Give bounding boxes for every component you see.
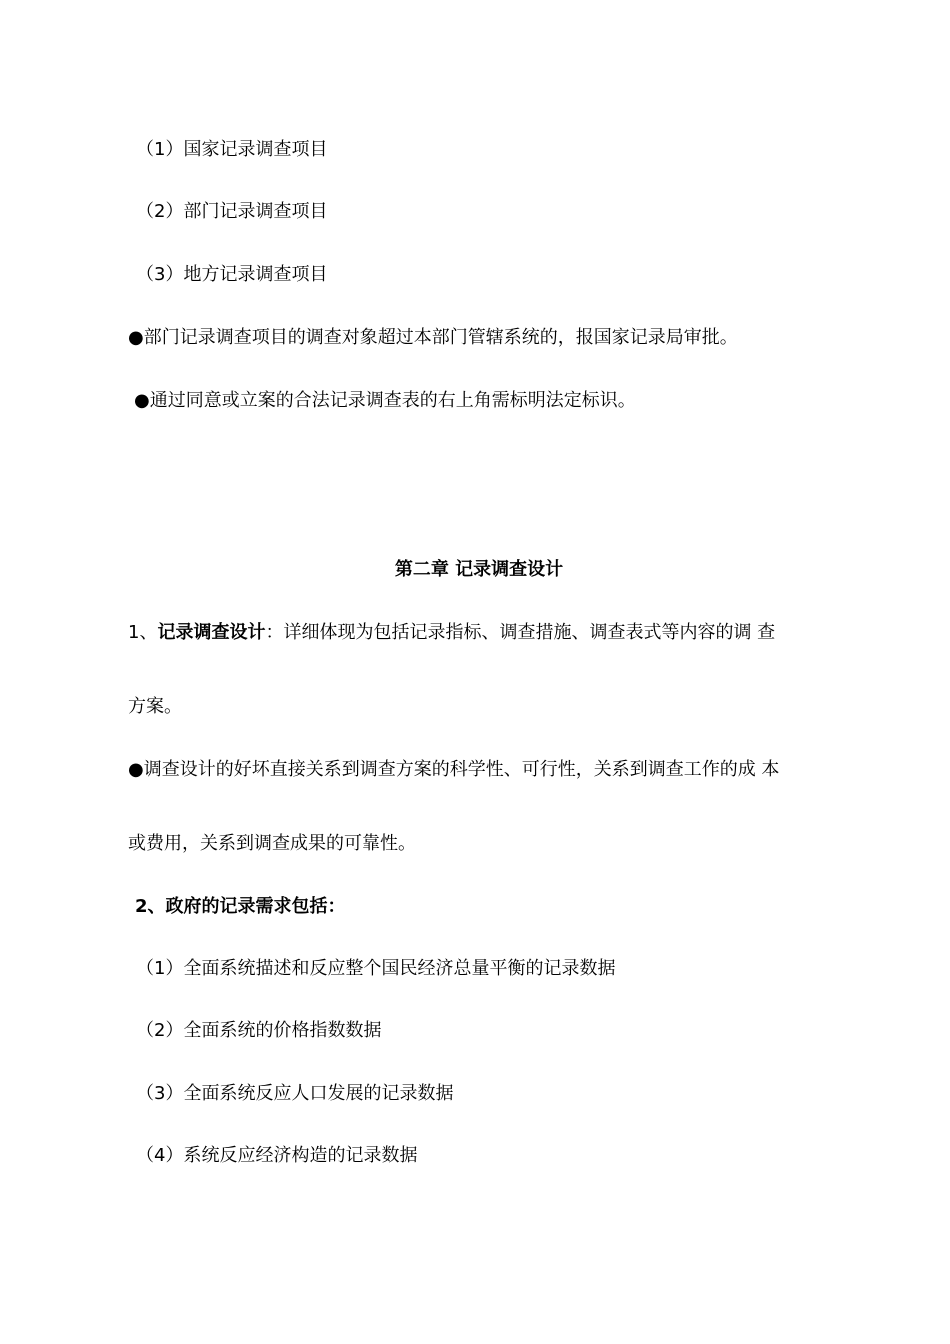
bullet-paragraph: ●调查设计的好坏直接关系到调查方案的科学性、可行性，关系到调查工作的成 本 — [128, 759, 780, 780]
list-item: （3）地方记录调查项目 — [136, 264, 328, 285]
list-item: （1）国家记录调查项目 — [136, 139, 328, 160]
list-item: （2）全面系统的价格指数数据 — [136, 1020, 382, 1041]
section-number: 1、 — [128, 622, 158, 643]
bullet-paragraph: ●部门记录调查项目的调查对象超过本部门管辖系统的，报国家记录局审批。 — [128, 327, 738, 348]
chapter-title: 第二章 记录调查设计 — [394, 559, 564, 580]
section-paragraph-continuation: 方案。 — [128, 696, 182, 717]
section-text: ：详细体现为包括记录指标、调查措施、调查表式等内容的调 查 — [265, 622, 776, 643]
list-item: （2）部门记录调查项目 — [136, 201, 328, 222]
list-item: （1）全面系统描述和反应整个国民经济总量平衡的记录数据 — [136, 958, 616, 979]
bullet-paragraph: ●通过同意或立案的合法记录调查表的右上角需标明法定标识。 — [134, 390, 636, 411]
bullet-paragraph-continuation: 或费用，关系到调查成果的可靠性。 — [128, 833, 416, 854]
list-item: （4）系统反应经济构造的记录数据 — [136, 1145, 418, 1166]
section-term: 记录调查设计 — [157, 622, 266, 643]
section-paragraph — [128, 621, 775, 645]
list-item: （3）全面系统反应人口发展的记录数据 — [136, 1083, 454, 1104]
section-heading: 2、政府的记录需求包括： — [135, 896, 346, 917]
